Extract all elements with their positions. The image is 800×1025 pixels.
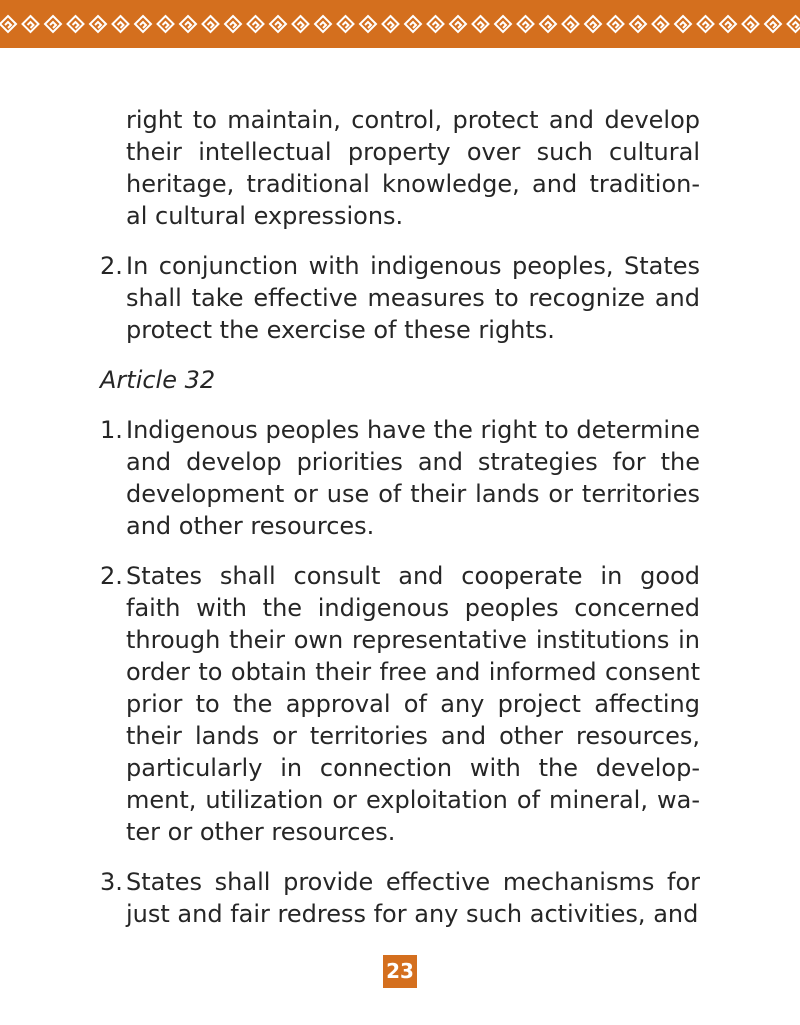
header-decorative-band [0, 0, 800, 48]
key-motif [765, 16, 781, 32]
key-motif [518, 16, 534, 32]
key-motif [90, 16, 106, 32]
list-item-text: States shall consult and cooperate in good faith with the indigenous peoples concerned through their own representative institutions in order to obtain their free and informed consent prior to the approval of any project affecting their lands or territories and other resources, particularly in connection with the develop-ment, utilization or exploitation of mineral, wa-ter or other resources. [126, 562, 700, 846]
page-number: 23 [383, 955, 417, 988]
greek-key-border-icon [0, 14, 800, 34]
key-motif [495, 16, 511, 32]
key-motif [428, 16, 444, 32]
key-motif [293, 16, 309, 32]
list-item-text: States shall provide effective mechanisms for just and fair redress for any such activities, and [126, 868, 700, 928]
key-motif [720, 16, 736, 32]
article-heading: Article 32 [100, 366, 216, 394]
key-motif [270, 16, 286, 32]
list-item [100, 414, 700, 542]
key-motif [675, 16, 691, 32]
key-motif [540, 16, 556, 32]
key-motif [360, 16, 376, 32]
key-motif [405, 16, 421, 32]
key-motif [698, 16, 714, 32]
key-motif [608, 16, 624, 32]
key-motif [0, 16, 16, 32]
list-item-text: In conjunction with indigenous peoples, States shall take effective measures to recognize and protect the exercise of these rights. [126, 252, 700, 344]
key-motif [225, 16, 241, 32]
key-motif [743, 16, 759, 32]
key-motif [630, 16, 646, 32]
key-motif [315, 16, 331, 32]
key-motif [563, 16, 579, 32]
key-motif [585, 16, 601, 32]
key-motif [180, 16, 196, 32]
key-motif [113, 16, 129, 32]
list-item-number: 2. [100, 252, 123, 280]
key-motif [473, 16, 489, 32]
list-item [100, 250, 700, 346]
key-motif [45, 16, 61, 32]
key-motif [450, 16, 466, 32]
key-motif [68, 16, 84, 32]
key-motif [135, 16, 151, 32]
document-body [100, 104, 700, 948]
key-motif [203, 16, 219, 32]
list-item [100, 560, 700, 848]
key-motif [788, 16, 800, 32]
key-motif [23, 16, 39, 32]
list-item-text: Indigenous peoples have the right to determine and develop priorities and strategies for the development or use of their lands or territories and other resources. [126, 416, 700, 540]
list-item-number: 1. [100, 416, 123, 444]
list-item-number: 2. [100, 562, 123, 590]
list-item-number: 3. [100, 868, 123, 896]
key-motif [383, 16, 399, 32]
continued-paragraph: right to maintain, control, protect and develop their intellectual property over such cultural heritage, traditional knowledge, and tradition-al cultural expressions. [126, 106, 700, 230]
list-item [100, 866, 700, 930]
key-motif [653, 16, 669, 32]
key-motif [248, 16, 264, 32]
key-motif [158, 16, 174, 32]
key-motif [338, 16, 354, 32]
